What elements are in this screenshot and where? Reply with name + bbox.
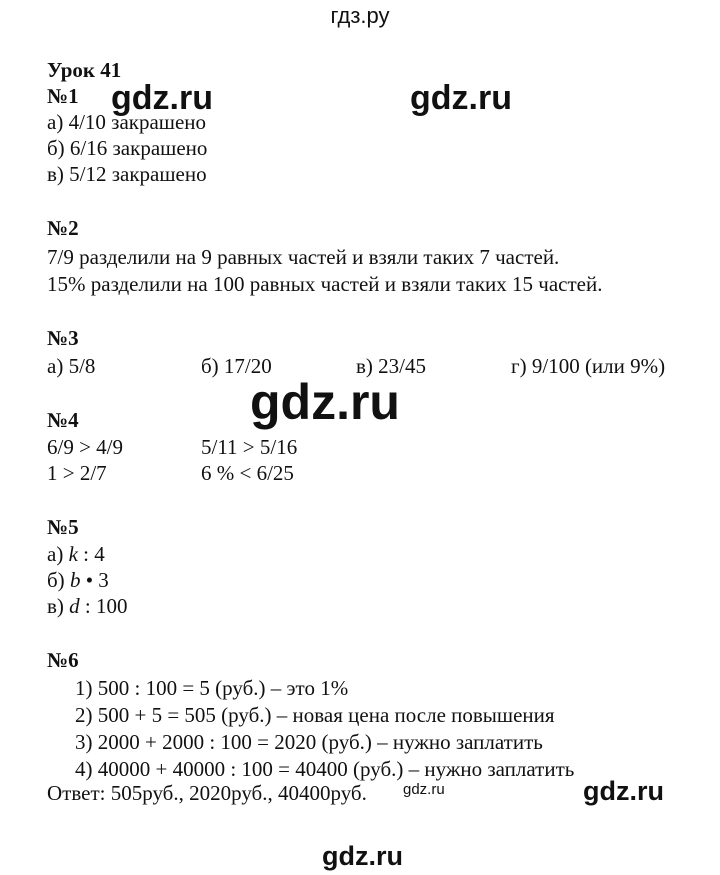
watermark: gdz.ru bbox=[583, 776, 664, 806]
task-1-line-c: в) 5/12 закрашено bbox=[47, 162, 207, 186]
task-5-line-c bbox=[47, 593, 128, 619]
task-5-line-a-suffix: : 4 bbox=[77, 542, 105, 566]
task-3-item-a: а) 5/8 bbox=[47, 354, 96, 378]
site-header: гдз.ру bbox=[330, 3, 390, 28]
task-3-label: №3 bbox=[47, 326, 79, 350]
task-3-item-d: г) 9/100 (или 9%) bbox=[511, 354, 666, 378]
watermark: gdz.ru bbox=[322, 841, 403, 871]
task-4-row-2-left: 1 > 2/7 bbox=[47, 461, 107, 485]
task-5-line-a-prefix: а) bbox=[47, 542, 69, 566]
task-2-line-2: 15% разделили на 100 равных частей и взяли таких 15 частей. bbox=[47, 272, 603, 296]
task-4-row-1-left: 6/9 > 4/9 bbox=[47, 435, 124, 459]
task-5-line-c-prefix: в) bbox=[47, 594, 70, 618]
task-1-label: №1 bbox=[47, 84, 79, 108]
task-6-step-1: 1) 500 : 100 = 5 (руб.) – это 1% bbox=[75, 676, 349, 700]
watermark: gdz.ru bbox=[111, 79, 213, 117]
watermark: gdz.ru bbox=[250, 374, 400, 430]
task-5-line-b-prefix: б) bbox=[47, 568, 70, 592]
task-6-answer: Ответ: 505руб., 2020руб., 40400руб. bbox=[47, 781, 367, 805]
task-5-line-a bbox=[47, 541, 105, 567]
task-2-label: №2 bbox=[47, 216, 79, 240]
watermark: gdz.ru bbox=[403, 781, 445, 798]
task-1-line-a: а) 4/10 закрашено bbox=[47, 110, 207, 134]
task-3-item-b: б) 17/20 bbox=[201, 354, 272, 378]
task-6-step-3: 3) 2000 + 2000 : 100 = 2020 (руб.) – нужно заплатить bbox=[75, 730, 543, 754]
task-6-step-2: 2) 500 + 5 = 505 (руб.) – новая цена после повышения bbox=[75, 703, 555, 727]
task-4-row-1-right: 5/11 > 5/16 bbox=[201, 435, 298, 459]
task-4-row-2-right: 6 % < 6/25 bbox=[201, 461, 294, 485]
lesson-title: Урок 41 bbox=[47, 58, 122, 82]
task-6-step-4: 4) 40000 + 40000 : 100 = 40400 (руб.) – нужно заплатить bbox=[75, 757, 575, 781]
task-5-label: №5 bbox=[47, 515, 79, 539]
task-5-line-b bbox=[47, 567, 109, 593]
watermark: gdz.ru bbox=[410, 79, 512, 117]
task-3-item-c: в) 23/45 bbox=[356, 354, 426, 378]
task-5-line-c-suffix: : 100 bbox=[79, 594, 128, 618]
task-5-line-c-var: d bbox=[69, 594, 80, 618]
task-6-label: №6 bbox=[47, 648, 79, 672]
task-5-line-a-var: k bbox=[68, 542, 78, 566]
task-5-line-b-var: b bbox=[69, 568, 81, 592]
task-5-line-b-suffix: • 3 bbox=[80, 568, 109, 592]
task-2-line-1: 7/9 разделили на 9 равных частей и взяли таких 7 частей. bbox=[47, 245, 560, 269]
task-1-line-b: б) 6/16 закрашено bbox=[47, 136, 208, 160]
task-4-label: №4 bbox=[47, 408, 79, 432]
